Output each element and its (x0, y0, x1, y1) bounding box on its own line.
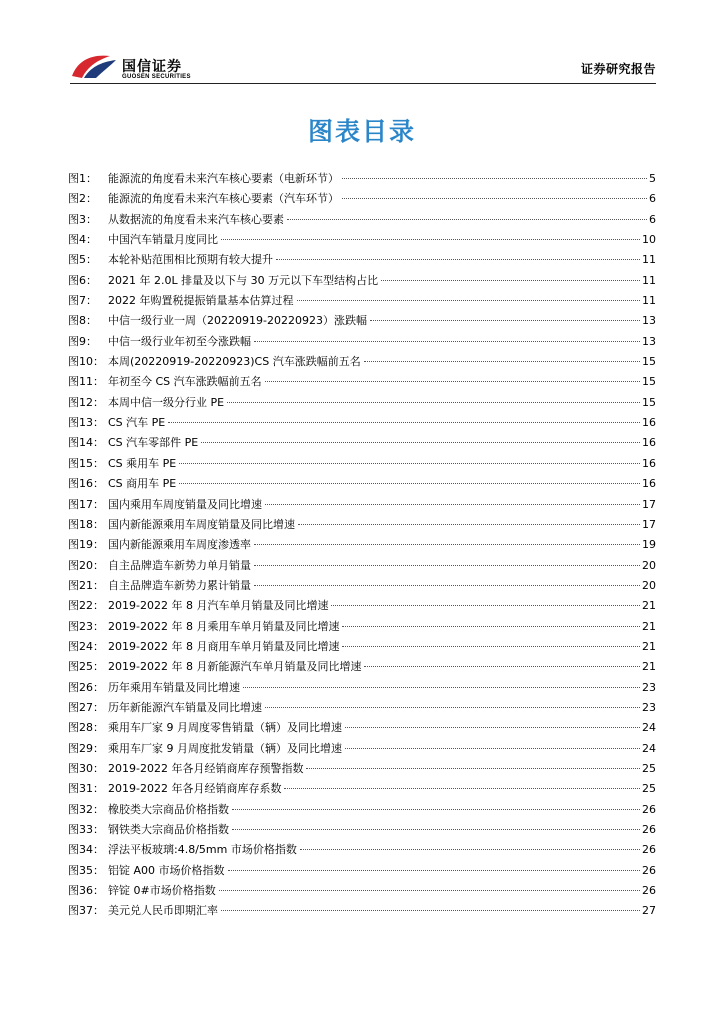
toc-entry-page[interactable]: 13 (642, 334, 656, 348)
figure-toc-list (68, 169, 656, 922)
toc-entry[interactable] (68, 454, 656, 474)
toc-entry[interactable] (68, 698, 656, 718)
toc-entry-page[interactable]: 16 (642, 456, 656, 470)
toc-entry[interactable] (68, 861, 656, 881)
guosen-logo (70, 48, 210, 88)
toc-entry-page[interactable]: 26 (642, 802, 656, 816)
toc-entry-page[interactable]: 11 (642, 294, 656, 308)
toc-entry-title[interactable]: 本轮补贴范围相比预期有较大提升 (108, 253, 273, 267)
toc-leader-dots (201, 442, 640, 443)
toc-entry-label: 图15： (68, 456, 104, 470)
toc-entry-title[interactable]: 2019-2022 年各月经销商库存系数 (108, 782, 282, 796)
toc-entry-page[interactable]: 13 (642, 314, 656, 328)
toc-leader-dots (276, 259, 640, 260)
toc-entry-page[interactable]: 6 (649, 212, 656, 226)
toc-leader-dots (265, 707, 640, 708)
toc-entry-label: 图37： (68, 904, 104, 918)
toc-entry-page[interactable]: 20 (642, 558, 656, 572)
toc-entry-page[interactable]: 15 (642, 395, 656, 409)
toc-entry-label: 图36： (68, 884, 104, 898)
toc-entry-title[interactable]: 2019-2022 年 8 月商用车单月销量及同比增速 (108, 639, 340, 653)
toc-entry-title[interactable]: 国内新能源乘用车周度销量及同比增速 (108, 517, 295, 531)
toc-entry-title[interactable]: 从数据流的角度看未来汽车核心要素 (108, 212, 284, 226)
toc-leader-dots (297, 300, 641, 301)
toc-leader-dots (342, 626, 640, 627)
toc-entry[interactable] (68, 881, 656, 901)
toc-entry-title[interactable]: 历年乘用车销量及同比增速 (108, 680, 240, 694)
toc-entry-title[interactable]: 能源流的角度看未来汽车核心要素（电新环节） (108, 172, 339, 185)
toc-entry[interactable] (68, 271, 656, 291)
toc-entry-label: 图30： (68, 761, 104, 775)
toc-entry-label: 图13： (68, 416, 104, 430)
toc-leader-dots (254, 585, 640, 586)
toc-entry-title[interactable]: 2019-2022 年 8 月乘用车单月销量及同比增速 (108, 619, 340, 633)
toc-entry-page[interactable]: 11 (642, 253, 656, 267)
toc-leader-dots (381, 280, 640, 281)
toc-entry-page[interactable]: 17 (642, 517, 656, 531)
toc-entry-title[interactable]: 能源流的角度看未来汽车核心要素（汽车环节） (108, 192, 339, 206)
toc-entry[interactable] (68, 657, 656, 677)
toc-leader-dots (342, 198, 647, 199)
toc-entry[interactable] (68, 250, 656, 270)
toc-entry-title[interactable]: 中信一级行业年初至今涨跌幅 (108, 334, 251, 348)
brand-name-cn: 国信证券 (122, 59, 182, 75)
toc-leader-dots (364, 666, 640, 667)
toc-entry[interactable] (68, 718, 656, 738)
toc-leader-dots (254, 565, 640, 566)
toc-entry-page[interactable]: 26 (642, 884, 656, 898)
toc-entry-page[interactable]: 5 (649, 172, 656, 185)
toc-entry-label: 图7： (68, 294, 97, 308)
toc-entry-label: 图5： (68, 253, 97, 267)
toc-entry-page[interactable]: 24 (642, 741, 656, 755)
toc-leader-dots (243, 687, 640, 688)
header-rule (122, 83, 656, 84)
toc-leader-dots (221, 239, 640, 240)
toc-entry-title[interactable]: 钢铁类大宗商品价格指数 (108, 823, 229, 836)
toc-entry-title[interactable]: 本周(20220919-20220923)CS 汽车涨跌幅前五名 (108, 355, 361, 369)
report-type-label: 证券研究报告 (580, 62, 656, 76)
toc-leader-dots (364, 361, 640, 362)
toc-leader-dots (232, 809, 640, 810)
toc-leader-dots (345, 727, 640, 728)
toc-leader-dots (370, 320, 640, 321)
toc-leader-dots (284, 788, 640, 789)
toc-entry-page[interactable]: 20 (642, 578, 656, 592)
toc-entry-label: 图34： (68, 843, 104, 857)
toc-entry-label: 图26： (68, 680, 104, 694)
toc-entry-page[interactable]: 21 (642, 639, 656, 653)
toc-entry-label: 图10： (68, 355, 104, 369)
toc-entry-title[interactable]: 本周中信一级分行业 PE (108, 395, 225, 409)
toc-entry[interactable] (68, 495, 656, 515)
toc-entry[interactable] (68, 230, 656, 250)
toc-entry-label: 图14： (68, 436, 104, 450)
toc-entry-label: 图28： (68, 721, 104, 735)
toc-entry-label: 图24： (68, 639, 104, 653)
guosen-logo-icon (70, 52, 118, 80)
toc-entry-title[interactable]: 自主品牌造车新势力单月销量 (108, 558, 251, 572)
toc-entry-title[interactable]: 乘用车厂家 9 月周度零售销量（辆）及同比增速 (108, 721, 342, 735)
toc-entry-title[interactable]: 2019-2022 年 8 月汽车单月销量及同比增速 (108, 599, 329, 613)
toc-entry-label: 图33： (68, 823, 104, 836)
toc-entry-page[interactable]: 16 (642, 436, 656, 450)
toc-leader-dots (345, 748, 640, 749)
toc-entry-page[interactable]: 15 (642, 375, 656, 389)
toc-entry-title[interactable]: 2019-2022 年各月经销商库存预警指数 (108, 761, 304, 775)
toc-leader-dots (254, 341, 640, 342)
toc-leader-dots (331, 605, 640, 606)
toc-entry-label: 图27： (68, 700, 104, 714)
toc-entry-page[interactable]: 16 (642, 416, 656, 430)
toc-leader-dots (298, 524, 640, 525)
toc-entry-title[interactable]: 锌锭 0#市场价格指数 (108, 884, 216, 898)
toc-entry-title[interactable]: 2021 年 2.0L 排量及以下与 30 万元以下车型结构占比 (108, 273, 379, 287)
toc-entry[interactable] (68, 474, 656, 494)
toc-entry-label: 图20： (68, 558, 104, 572)
toc-entry-label: 图29： (68, 741, 104, 755)
toc-leader-dots (228, 870, 640, 871)
toc-entry-page[interactable]: 6 (649, 192, 656, 206)
toc-leader-dots (219, 890, 640, 891)
toc-entry[interactable] (68, 433, 656, 453)
toc-leader-dots (221, 910, 640, 911)
toc-leader-dots (342, 178, 647, 179)
header-rule-left (70, 83, 122, 84)
toc-entry-title[interactable]: 美元兑人民币即期汇率 (108, 904, 218, 918)
toc-entry-label: 图31： (68, 782, 104, 796)
toc-entry-label: 图17： (68, 497, 104, 511)
toc-entry-label: 图35： (68, 863, 104, 877)
toc-leader-dots (179, 463, 640, 464)
toc-entry-page[interactable]: 15 (642, 355, 656, 369)
toc-entry-title[interactable]: 橡胶类大宗商品价格指数 (108, 802, 229, 816)
toc-entry-title[interactable]: 国内新能源乘用车周度渗透率 (108, 538, 251, 552)
toc-entry-page[interactable]: 23 (642, 700, 656, 714)
toc-entry[interactable] (68, 535, 656, 555)
toc-entry[interactable] (68, 596, 656, 616)
toc-entry-label: 图19： (68, 538, 104, 552)
toc-entry[interactable] (68, 556, 656, 576)
toc-entry[interactable] (68, 515, 656, 535)
toc-entry-page[interactable]: 21 (642, 619, 656, 633)
toc-entry-label: 图22： (68, 599, 104, 613)
toc-entry-page[interactable]: 24 (642, 721, 656, 735)
toc-leader-dots (342, 646, 640, 647)
toc-entry-label: 图16： (68, 477, 104, 491)
toc-entry[interactable] (68, 311, 656, 331)
toc-entry-title[interactable]: 自主品牌造车新势力累计销量 (108, 578, 251, 592)
toc-entry[interactable] (68, 189, 656, 209)
toc-entry-label: 图3： (68, 212, 97, 226)
toc-leader-dots (227, 402, 640, 403)
toc-entry-page[interactable]: 26 (642, 823, 656, 836)
toc-entry-page[interactable]: 10 (642, 233, 656, 247)
toc-entry[interactable] (68, 779, 656, 799)
toc-entry-label: 图12： (68, 395, 104, 409)
toc-leader-dots (300, 849, 640, 850)
page-header (70, 48, 656, 88)
brand-name-en: GUOSEN SECURITIES (122, 74, 191, 80)
toc-entry-title[interactable]: 2019-2022 年 8 月新能源汽车单月销量及同比增速 (108, 660, 362, 674)
toc-entry-title[interactable]: 浮法平板玻璃:4.8/5mm 市场价格指数 (108, 843, 297, 857)
toc-entry[interactable] (68, 901, 656, 921)
toc-entry-label: 图23： (68, 619, 104, 633)
toc-entry-title[interactable]: 年初至今 CS 汽车涨跌幅前五名 (108, 375, 262, 389)
toc-entry-label: 图25： (68, 660, 104, 674)
toc-entry[interactable] (68, 617, 656, 637)
toc-entry-title[interactable]: 中国汽车销量月度同比 (108, 233, 218, 247)
toc-entry-title[interactable]: CS 汽车零部件 PE (108, 436, 199, 450)
toc-entry-page[interactable]: 25 (642, 782, 656, 796)
toc-entry-label: 图32： (68, 802, 104, 816)
toc-entry[interactable] (68, 393, 656, 413)
toc-entry-page[interactable]: 21 (642, 599, 656, 613)
toc-entry[interactable] (68, 413, 656, 433)
toc-leader-dots (265, 504, 640, 505)
toc-leader-dots (179, 483, 640, 484)
toc-entry-page[interactable]: 25 (642, 761, 656, 775)
toc-entry-label: 图9： (68, 334, 97, 348)
toc-entry-title[interactable]: 铝锭 A00 市场价格指数 (108, 863, 225, 877)
toc-leader-dots (265, 381, 640, 382)
toc-entry[interactable] (68, 678, 656, 698)
toc-entry-label: 图4： (68, 233, 97, 247)
toc-entry-title[interactable]: 历年新能源汽车销量及同比增速 (108, 700, 262, 714)
toc-title: 图表目录 (307, 117, 416, 146)
toc-entry[interactable] (68, 291, 656, 311)
toc-entry[interactable] (68, 210, 656, 230)
toc-entry-page[interactable]: 17 (642, 497, 656, 511)
toc-entry[interactable] (68, 576, 656, 596)
toc-entry-label: 图8： (68, 314, 97, 328)
toc-entry-title[interactable]: CS 汽车 PE (108, 416, 166, 430)
toc-entry[interactable] (68, 372, 656, 392)
toc-entry-title[interactable]: CS 商用车 PE (108, 477, 177, 491)
toc-entry[interactable] (68, 800, 656, 820)
toc-entry-page[interactable]: 23 (642, 680, 656, 694)
toc-leader-dots (168, 422, 640, 423)
toc-entry[interactable] (68, 820, 656, 840)
toc-entry-label: 图6： (68, 273, 97, 287)
toc-entry-label: 图11： (68, 375, 104, 389)
toc-entry-title[interactable]: 乘用车厂家 9 月周度批发销量（辆）及同比增速 (108, 741, 342, 755)
toc-entry[interactable] (68, 759, 656, 779)
toc-entry[interactable] (68, 739, 656, 759)
toc-entry-title[interactable]: 国内乘用车周度销量及同比增速 (108, 497, 262, 511)
toc-entry-label: 图1： (68, 172, 97, 185)
toc-entry-title[interactable]: CS 乘用车 PE (108, 456, 177, 470)
toc-entry-page[interactable]: 16 (642, 477, 656, 491)
toc-entry-title[interactable]: 中信一级行业一周（20220919-20220923）涨跌幅 (108, 314, 367, 328)
toc-entry-label: 图18： (68, 517, 104, 531)
toc-leader-dots (306, 768, 640, 769)
toc-entry-page[interactable]: 19 (642, 538, 656, 552)
toc-entry-page[interactable]: 21 (642, 660, 656, 674)
toc-entry-page[interactable]: 11 (642, 273, 656, 287)
toc-leader-dots (254, 544, 640, 545)
toc-leader-dots (287, 219, 647, 220)
toc-leader-dots (232, 829, 640, 830)
toc-entry[interactable] (68, 840, 656, 860)
toc-entry-page[interactable]: 26 (642, 863, 656, 877)
toc-entry-page[interactable]: 27 (642, 904, 656, 918)
toc-entry-label: 图21： (68, 578, 104, 592)
toc-entry[interactable] (68, 637, 656, 657)
toc-entry-page[interactable]: 26 (642, 843, 656, 857)
toc-entry[interactable] (68, 169, 656, 189)
toc-entry[interactable] (68, 352, 656, 372)
toc-entry-label: 图2： (68, 192, 97, 206)
toc-entry-title[interactable]: 2022 年购置税提振销量基本估算过程 (108, 294, 294, 308)
toc-entry[interactable] (68, 332, 656, 352)
